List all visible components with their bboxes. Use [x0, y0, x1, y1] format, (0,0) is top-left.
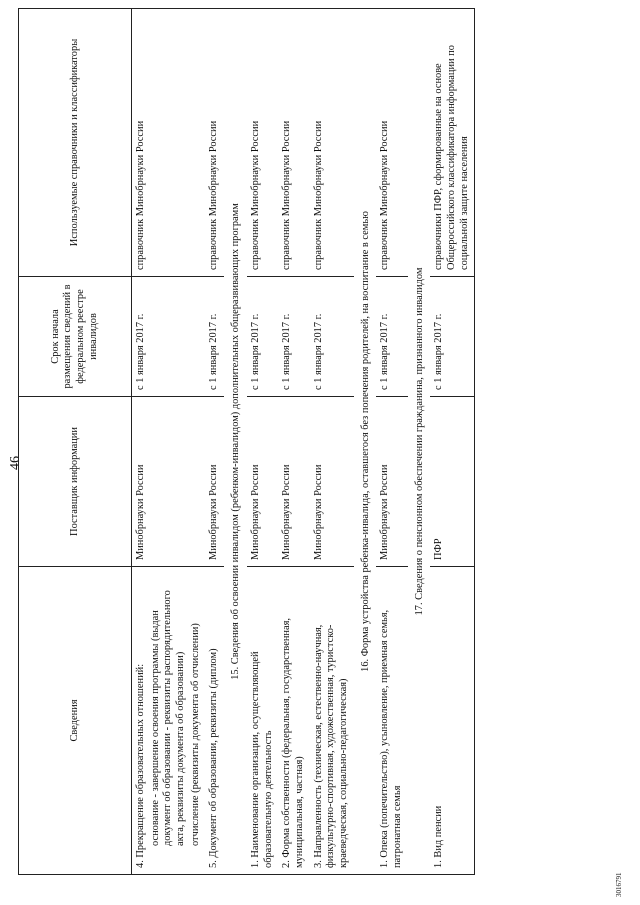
row-supplier: Минобрнауки России [132, 397, 206, 567]
column-header-supplier: Поставщик информации [19, 397, 132, 567]
row-start: с 1 января 2017 г. [310, 277, 354, 397]
table-row [310, 9, 354, 875]
row-start: с 1 января 2017 г. [132, 277, 206, 397]
row-sub-item: основание - завершение освоения программы (выдан документ об образовании - реквизиты распорядительного акта, реквизиты документа об образовании) [149, 590, 187, 846]
row-refs: справочник Минобрнауки России [278, 9, 309, 277]
table-header [19, 9, 132, 875]
row-start: с 1 января 2017 г. [430, 277, 475, 397]
row-info: 1. Наименование организации, осуществляющей образовательную деятельность [247, 567, 278, 875]
row-start: с 1 января 2017 г. [205, 277, 224, 397]
row-info: 1. Опека (попечительство), усыновление, приемная семья, патронатная семья [376, 567, 407, 875]
section-16-title: 16. Форма устройства ребенка-инвалида, оставшегося без попечения родителей, на воспитание в семью [354, 9, 377, 875]
row-info: 1. Вид пенсии [430, 567, 475, 875]
row-refs: справочник Минобрнауки России [247, 9, 278, 277]
document-code: 3016791 [615, 872, 623, 897]
row-sub-item: отчисление (реквизиты документа об отчислении) [189, 623, 201, 846]
row-supplier: Минобрнауки России [247, 397, 278, 567]
row-refs: справочник Минобрнауки России [132, 9, 206, 277]
column-header-refs: Используемые справочники и классификаторы [19, 9, 132, 277]
column-header-start: Срок начала размещения сведений в федеральном реестре инвалидов [19, 277, 132, 397]
row-start: с 1 января 2017 г. [376, 277, 407, 397]
row-refs: справочники ПФР, сформированные на основе Общероссийского классификатора информации по социальной защите населения [430, 9, 475, 277]
row-refs: справочник Минобрнауки России [205, 9, 224, 277]
row-start: с 1 января 2017 г. [278, 277, 309, 397]
column-header-info: Сведения [19, 567, 132, 875]
row-supplier: Минобрнауки России [278, 397, 309, 567]
row-start: с 1 января 2017 г. [247, 277, 278, 397]
row-info: 2. Форма собственности (федеральная, государственная, муниципальная, частная) [278, 567, 309, 875]
row-info: 5. Документ об образовании, реквизиты (диплом) [205, 567, 224, 875]
row-supplier: ПФР [430, 397, 475, 567]
table-row [278, 9, 309, 875]
row-info: 3. Направленность (техническая, естественно-научная, физкультурно-спортивная, художественная, туристско-краеведческая, социально-педагогическая) [310, 567, 354, 875]
registry-table [18, 8, 475, 875]
section-15-title: 15. Сведения об освоении инвалидом (ребенком-инвалидом) дополнительных общеразвивающих программ [224, 9, 247, 875]
section-heading-row [354, 9, 377, 875]
table-row [205, 9, 224, 875]
row-supplier: Минобрнауки России [310, 397, 354, 567]
page-number: 46 [8, 456, 23, 470]
section-17-title: 17. Сведения о пенсионном обеспечении гражданина, признанного инвалидом [408, 9, 431, 875]
table-row [247, 9, 278, 875]
row-refs: справочник Минобрнауки России [376, 9, 407, 277]
row-supplier: Минобрнауки России [205, 397, 224, 567]
row-info: 4. Прекращение образовательных отношений: основание - завершение освоения программы (выдан документ об образовании - реквизиты распорядительного акта, реквизиты документа об образовании) отчисление (реквизиты документа об отчислении) [132, 567, 206, 875]
table-row [376, 9, 407, 875]
table-row [132, 9, 206, 875]
row-refs: справочник Минобрнауки России [310, 9, 354, 277]
row-supplier: Минобрнауки России [376, 397, 407, 567]
section-heading-row [408, 9, 431, 875]
section-heading-row [224, 9, 247, 875]
table-row [430, 9, 475, 875]
